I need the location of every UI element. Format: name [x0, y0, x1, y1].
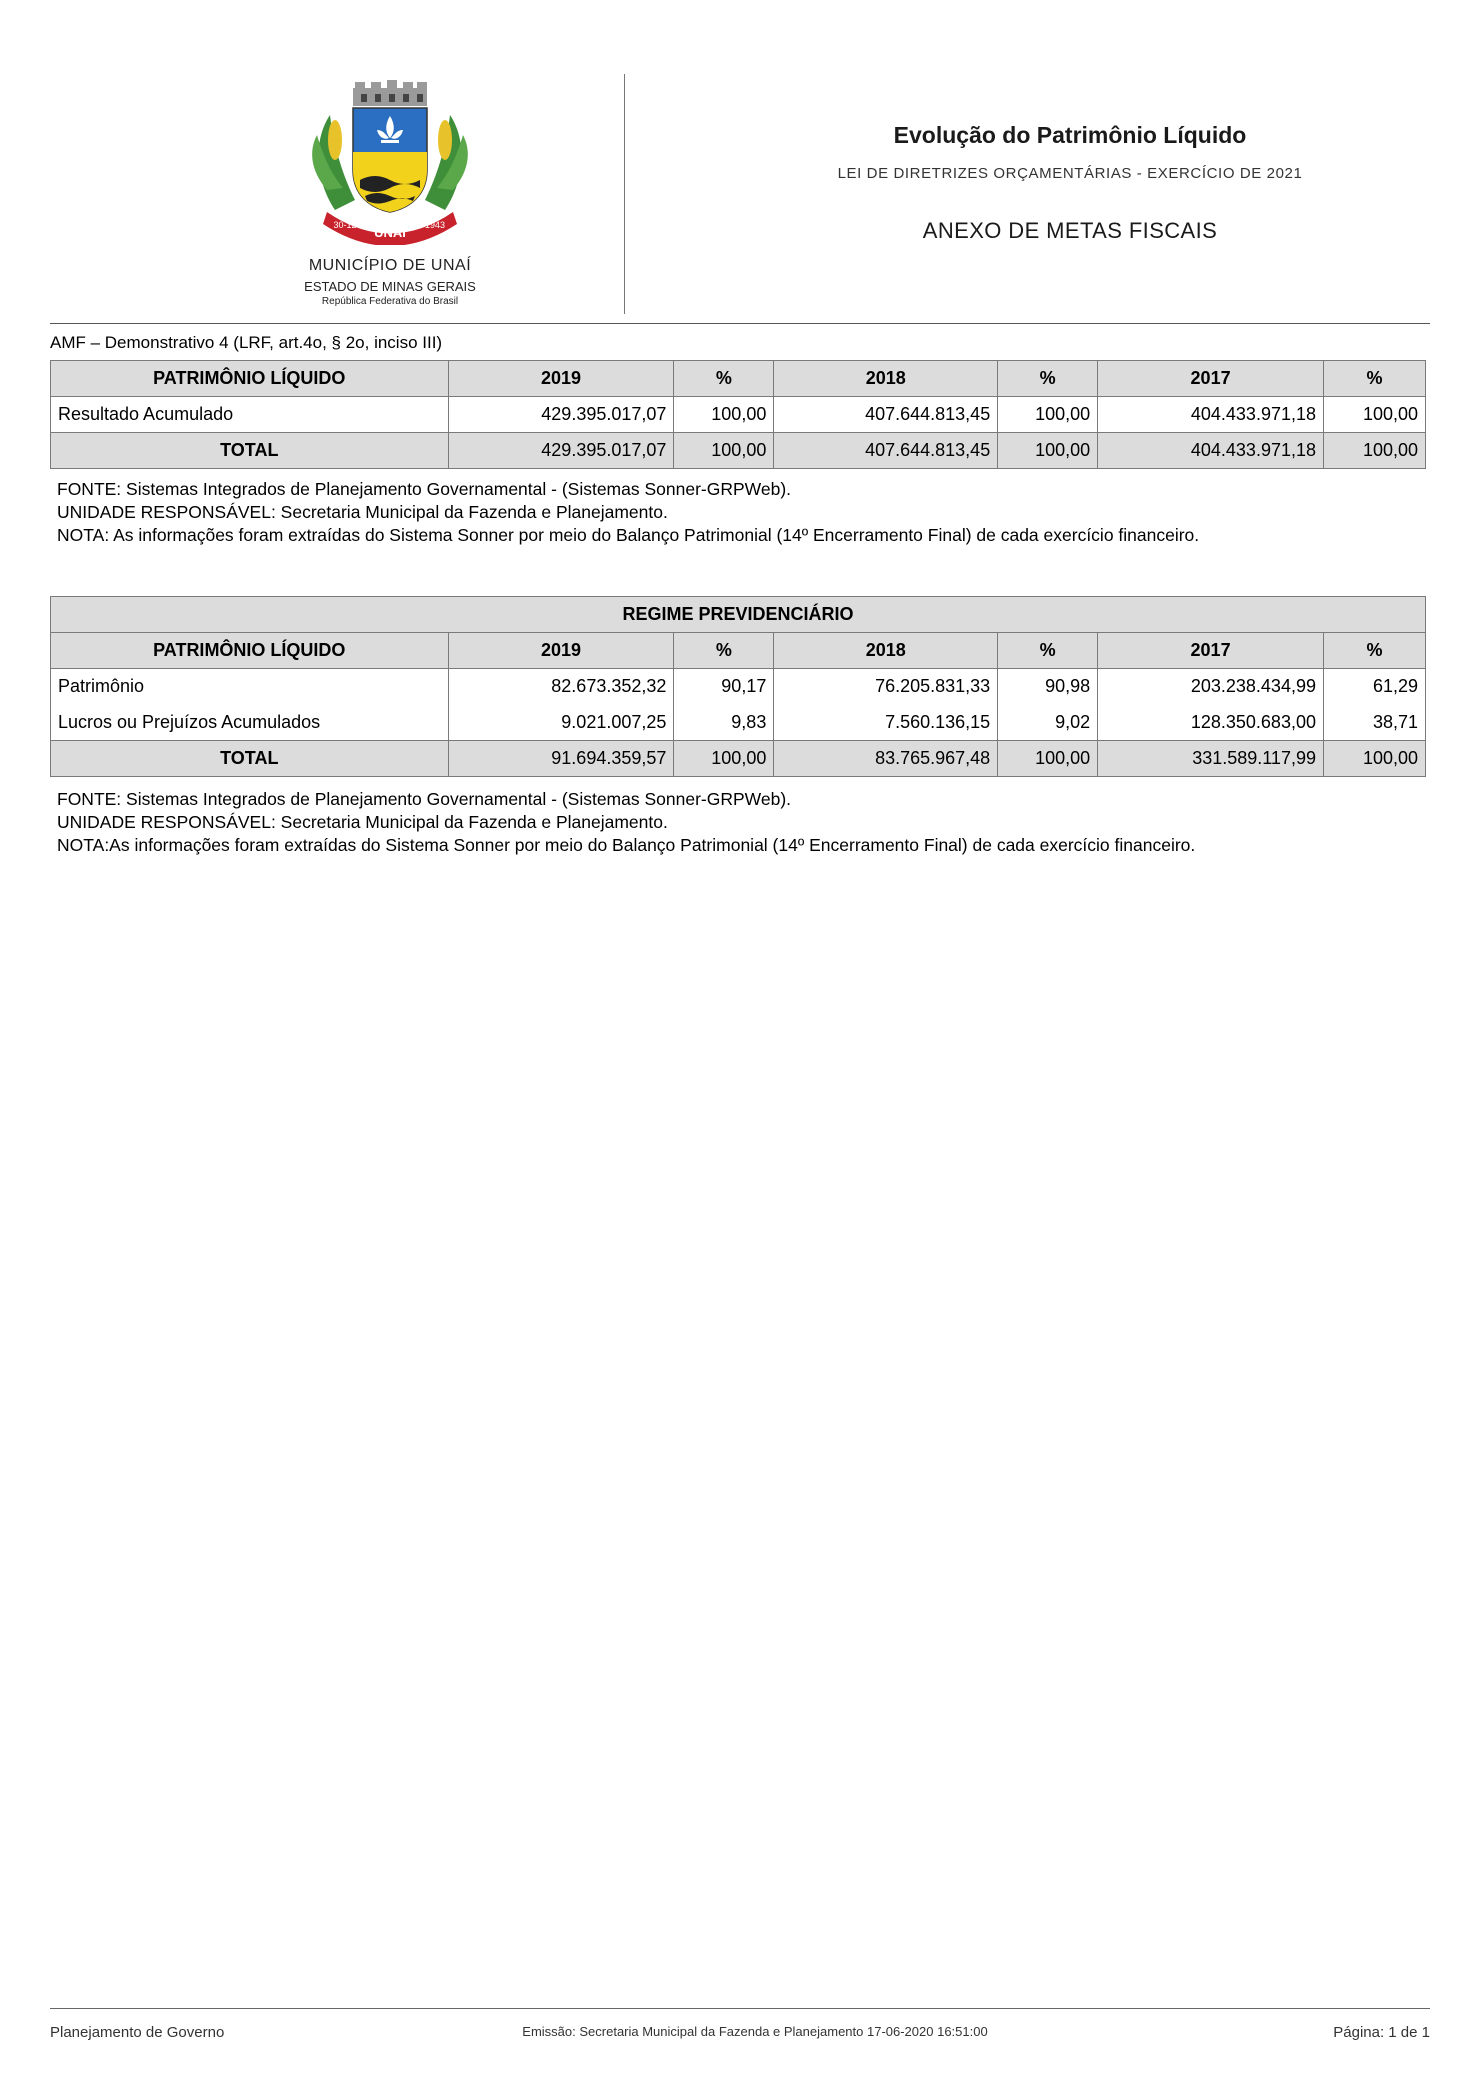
annex-title: ANEXO DE METAS FISCAIS [922, 218, 1218, 243]
report-subtitle: LEI DE DIRETRIZES ORÇAMENTÁRIAS - EXERCÍCIO DE 2021 [837, 165, 1303, 182]
column-header: 2017 [1098, 633, 1324, 669]
total-label: TOTAL [51, 741, 449, 777]
total-cell: 100,00 [998, 741, 1098, 777]
net-equity-table [50, 360, 1426, 469]
total-cell: 91.694.359,57 [448, 741, 674, 777]
value-cell: 9,02 [998, 705, 1098, 741]
value-cell: 100,00 [674, 397, 774, 433]
value-cell: 38,71 [1323, 705, 1425, 741]
footer-rule [50, 2008, 1430, 2009]
value-cell: 9,83 [674, 705, 774, 741]
total-label: TOTAL [51, 433, 449, 469]
footer-emission: Emissão: Secretaria Municipal da Fazenda e Planejamento 17-06-2020 16:51:00 [522, 2024, 988, 2039]
table-row [51, 669, 1426, 705]
total-cell: 100,00 [674, 433, 774, 469]
footer-page-number: Página: 1 de 1 [1333, 2024, 1430, 2041]
municipality-block [230, 72, 550, 307]
value-cell: 203.238.434,99 [1098, 669, 1324, 705]
total-cell: 331.589.117,99 [1098, 741, 1324, 777]
source-note: FONTE: Sistemas Integrados de Planejamento Governamental - (Sistemas Sonner-GRPWeb). [57, 789, 792, 809]
pension-regime-table [50, 596, 1426, 777]
section-title: REGIME PREVIDENCIÁRIO [51, 597, 1426, 633]
document-header [50, 72, 1430, 317]
value-cell: 404.433.971,18 [1098, 397, 1324, 433]
source-note: FONTE: Sistemas Integrados de Planejamento Governamental - (Sistemas Sonner-GRPWeb). [57, 479, 792, 499]
column-header: 2018 [774, 361, 998, 397]
total-cell: 100,00 [1323, 741, 1425, 777]
total-cell: 404.433.971,18 [1098, 433, 1324, 469]
value-cell: 128.350.683,00 [1098, 705, 1324, 741]
total-cell: 100,00 [1324, 433, 1426, 469]
column-header: % [1323, 633, 1425, 669]
value-cell: 76.205.831,33 [774, 669, 998, 705]
footer-department: Planejamento de Governo [50, 2024, 225, 2041]
column-header: % [1324, 361, 1426, 397]
responsible-unit-note: UNIDADE RESPONSÁVEL: Secretaria Municipal da Fazenda e Planejamento. [57, 812, 668, 832]
section-header-row [51, 597, 1426, 633]
value-cell: 61,29 [1323, 669, 1425, 705]
total-cell: 407.644.813,45 [774, 433, 998, 469]
column-header: 2017 [1098, 361, 1324, 397]
column-header: 2019 [448, 361, 674, 397]
value-cell: 407.644.813,45 [774, 397, 998, 433]
value-cell: 90,17 [674, 669, 774, 705]
table2-notes [57, 788, 1195, 857]
total-cell: 100,00 [998, 433, 1098, 469]
total-row [51, 741, 1426, 777]
header-rule [50, 323, 1430, 324]
crest-ribbon-text: UNAÍ [374, 225, 406, 240]
crest-date-left: 30-12 [333, 220, 357, 230]
column-header: PATRIMÔNIO LÍQUIDO [51, 361, 449, 397]
total-cell: 83.765.967,48 [774, 741, 998, 777]
row-label: Lucros ou Prejuízos Acumulados [51, 705, 449, 741]
total-cell: 100,00 [674, 741, 774, 777]
column-header: % [998, 633, 1098, 669]
title-block [690, 122, 1450, 244]
column-header: % [674, 361, 774, 397]
value-cell: 100,00 [998, 397, 1098, 433]
municipality-name: MUNICÍPIO DE UNAÍ [308, 257, 472, 274]
row-label: Patrimônio [51, 669, 449, 705]
report-title: Evolução do Patrimônio Líquido [893, 122, 1247, 148]
total-row [51, 433, 1426, 469]
table-row [51, 397, 1426, 433]
value-cell: 100,00 [1324, 397, 1426, 433]
table-header-row [51, 361, 1426, 397]
value-cell: 90,98 [998, 669, 1098, 705]
column-header: PATRIMÔNIO LÍQUIDO [51, 633, 449, 669]
value-cell: 429.395.017,07 [448, 397, 674, 433]
row-label: Resultado Acumulado [51, 397, 449, 433]
country-name: República Federativa do Brasil [321, 296, 459, 307]
note-text: NOTA: As informações foram extraídas do Sistema Sonner por meio do Balanço Patrimonial (14º Encerramento Final) de cada exercício financeiro. [57, 525, 1200, 545]
value-cell: 82.673.352,32 [448, 669, 674, 705]
total-cell: 429.395.017,07 [448, 433, 674, 469]
value-cell: 9.021.007,25 [448, 705, 674, 741]
table-header-row [51, 633, 1426, 669]
header-divider [624, 74, 625, 314]
responsible-unit-note: UNIDADE RESPONSÁVEL: Secretaria Municipal da Fazenda e Planejamento. [57, 502, 668, 522]
column-header: % [998, 361, 1098, 397]
value-cell: 7.560.136,15 [774, 705, 998, 741]
column-header: 2018 [774, 633, 998, 669]
crest-date-right: 1943 [424, 220, 446, 230]
table1-notes [57, 478, 1199, 547]
column-header: % [674, 633, 774, 669]
municipal-crest-icon [305, 80, 475, 245]
column-header: 2019 [448, 633, 674, 669]
state-name: ESTADO DE MINAS GERAIS [304, 279, 476, 294]
note-text: NOTA:As informações foram extraídas do Sistema Sonner por meio do Balanço Patrimonial (14º Encerramento Final) de cada exercício financeiro. [57, 835, 1196, 855]
demonstrative-label: AMF – Demonstrativo 4 (LRF, art.4o, § 2o, inciso III) [50, 333, 443, 352]
table-row [51, 705, 1426, 741]
